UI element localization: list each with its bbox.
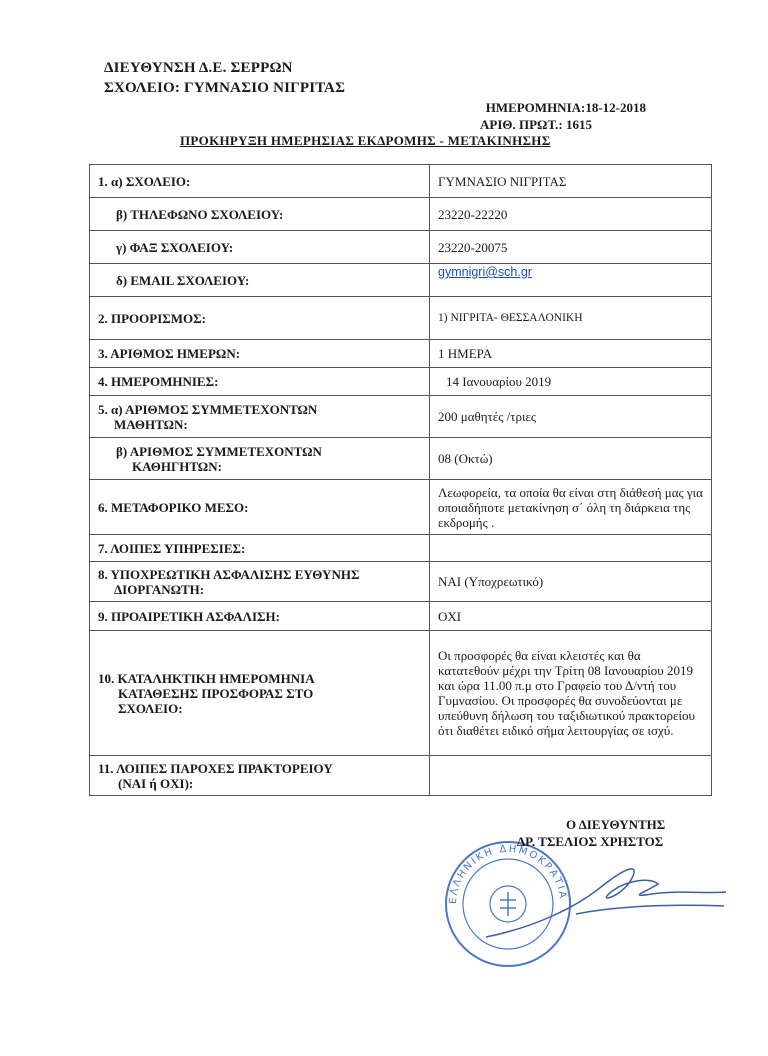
row-label [90, 631, 430, 756]
table-row [90, 198, 712, 231]
row-label [90, 562, 430, 602]
row-value: Οι προσφορές θα είναι κλειστές και θα κατατεθούν μέχρι την Τρίτη 08 Ιανουαρίου 2019 και ώρα 11.00 π.μ στο Γραφείο του Δ/ντή του Γυμνασίου. Οι προσφορές θα συνοδεύονται με υπεύθυνη δήλωση του ταξιδιωτικού πρακτορείου ότι διαθέτει ειδικό σήμα λειτουργίας σε ισχύ. [430, 631, 712, 756]
row-value: 08 (Οκτώ) [430, 438, 712, 480]
school-heading: ΣΧΟΛΕΙΟ: ΓΥΜΝΑΣΙΟ ΝΙΓΡΙΤΑΣ [104, 80, 346, 96]
row-label: 6. ΜΕΤΑΦΟΡΙΚΟ ΜΕΣΟ: [90, 480, 430, 535]
table-row [90, 631, 712, 756]
signature-scribble [486, 869, 726, 937]
row-label-line: 8. ΥΠΟΧΡΕΩΤΙΚΗ ΑΣΦΑΛΙΣΗΣ ΕΥΘΥΝΗΣ [98, 566, 360, 582]
row-label: 7. ΛΟΙΠΕΣ ΥΠΗΡΕΣΙΕΣ: [90, 535, 430, 562]
table-row [90, 368, 712, 396]
row-label [90, 438, 430, 480]
table-row [90, 602, 712, 631]
table-row [90, 562, 712, 602]
signatory-name: ΔΡ. ΤΣΕΛΙΟΣ ΧΡΗΣΤΟΣ [517, 834, 664, 849]
table-row [90, 231, 712, 264]
row-label-line: ΔΙΟΡΓΑΝΩΤΗ: [114, 581, 205, 597]
table-row [90, 535, 712, 562]
row-label: γ) ΦΑΞ ΣΧΟΛΕΙΟΥ: [90, 231, 430, 264]
row-value: 23220-20075 [430, 231, 712, 264]
document-title: ΠΡΟΚΗΡΥΞΗ ΗΜΕΡΗΣΙΑΣ ΕΚΔΡΟΜΗΣ - ΜΕΤΑΚΙΝΗΣΗΣ [180, 133, 551, 148]
protocol-number: ΑΡΙΘ. ΠΡΩΤ.: 1615 [480, 117, 592, 132]
signatory-role: Ο ΔΙΕΥΘΥΝΤΗΣ [566, 817, 666, 832]
row-label [90, 396, 430, 438]
row-label-line: 10. ΚΑΤΑΛΗΚΤΙΚΗ ΗΜΕΡΟΜΗΝΙΑ [98, 670, 315, 686]
row-label-line: 5. α) ΑΡΙΘΜΟΣ ΣΥΜΜΕΤΕΧΟΝΤΩΝ [98, 401, 318, 417]
row-value: ΟΧΙ [430, 602, 712, 631]
table-row [90, 480, 712, 535]
row-value: ΓΥΜΝΑΣΙΟ ΝΙΓΡΙΤΑΣ [430, 165, 712, 198]
row-value: 14 Ιανουαρίου 2019 [430, 368, 712, 396]
row-label-line: (ΝΑΙ ή ΟΧΙ): [118, 775, 194, 791]
table-row [90, 396, 712, 438]
row-value: 1 ΗΜΕΡΑ [430, 340, 712, 368]
table-row [90, 756, 712, 796]
document-date: ΗΜΕΡΟΜΗΝΙΑ:18-12-2018 [485, 100, 646, 115]
row-label: β) ΤΗΛΕΦΩΝΟ ΣΧΟΛΕΙΟΥ: [90, 198, 430, 231]
seal-icon [446, 842, 570, 966]
row-value: Λεωφορεία, τα οποία θα είναι στη διάθεσή μας για οποιαδήποτε μετακίνηση σ΄ όλη τη διάρκεια της εκδρομής . [430, 480, 712, 535]
directorate-heading: ΔΙΕΥΘΥΝΣΗ Δ.Ε. ΣΕΡΡΩΝ [104, 60, 293, 76]
table-row [90, 264, 712, 297]
row-value [430, 756, 712, 796]
row-value: 23220-22220 [430, 198, 712, 231]
email-link[interactable]: gymnigri@sch.gr [438, 265, 532, 279]
row-label-line: ΜΑΘΗΤΩΝ: [114, 416, 188, 432]
row-value [430, 535, 712, 562]
row-label: 1. α) ΣΧΟΛΕΙΟ: [90, 165, 430, 198]
row-label-line: ΚΑΤΑΘΕΣΗΣ ΠΡΟΣΦΟΡΑΣ ΣΤΟ [118, 685, 314, 701]
table-row [90, 297, 712, 340]
table-row [90, 165, 712, 198]
row-label: 2. ΠΡΟΟΡΙΣΜΟΣ: [90, 297, 430, 340]
row-label: 4. ΗΜΕΡΟΜΗΝΙΕΣ: [90, 368, 430, 396]
row-label: 3. ΑΡΙΘΜΟΣ ΗΜΕΡΩΝ: [90, 340, 430, 368]
row-label: 9. ΠΡΟΑΙΡΕΤΙΚΗ ΑΣΦΑΛΙΣΗ: [90, 602, 430, 631]
table-row [90, 438, 712, 480]
row-value [430, 264, 712, 297]
trip-announcement-table [89, 164, 712, 796]
table-row [90, 340, 712, 368]
row-label-line: 11. ΛΟΙΠΕΣ ΠΑΡΟΧΕΣ ΠΡΑΚΤΟΡΕΙΟΥ [98, 760, 333, 776]
row-label-line: ΣΧΟΛΕΙΟ: [118, 700, 183, 716]
row-label-line: ΚΑΘΗΓΗΤΩΝ: [132, 458, 222, 474]
row-label-line: β) ΑΡΙΘΜΟΣ ΣΥΜΜΕΤΕΧΟΝΤΩΝ [116, 443, 322, 459]
row-value: ΝΑΙ (Υποχρεωτικό) [430, 562, 712, 602]
stamp-text: ΕΛΛΗΝΙΚΗ ΔΗΜΟΚΡΑΤΙΑ [447, 843, 568, 905]
row-value: 200 μαθητές /τριες [430, 396, 712, 438]
row-value: 1) ΝΙΓΡΙΤΑ- ΘΕΣΣΑΛΟΝΙΚΗ [430, 297, 712, 340]
row-label [90, 756, 430, 796]
row-label: δ) EMAIL ΣΧΟΛΕΙΟΥ: [90, 264, 430, 297]
